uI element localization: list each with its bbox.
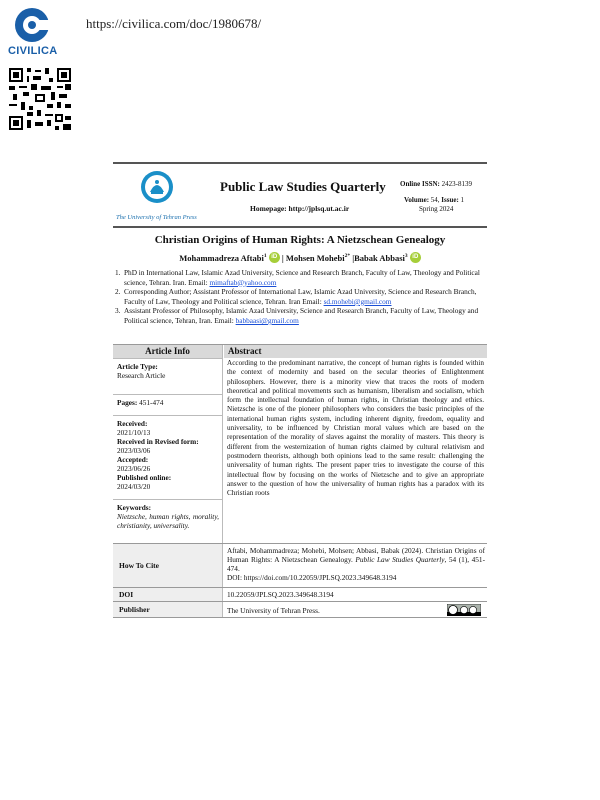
article-type-value: Research Article bbox=[117, 371, 166, 380]
affiliation-number: 1. bbox=[115, 268, 121, 277]
article-info-column bbox=[113, 345, 223, 543]
pages-label: Pages: bbox=[117, 398, 138, 407]
affiliation-item bbox=[113, 287, 489, 306]
header-rule-top bbox=[113, 162, 487, 164]
affiliations bbox=[113, 268, 489, 326]
volume-label: Volume: bbox=[404, 196, 430, 204]
accepted-value: 2023/06/26 bbox=[117, 464, 151, 473]
civilica-logo[interactable] bbox=[8, 6, 58, 60]
citation-authors: Aftabi, Mohammadreza; Mohebi, Mohsen; Abbasi, Babak (2024). Christian Origins of Human Rights: A Nietzschean Genealogy. bbox=[227, 546, 485, 564]
author-email-link[interactable]: babbaasi@gmail.com bbox=[235, 315, 299, 325]
publisher-row bbox=[113, 601, 487, 618]
doi-label: DOI bbox=[113, 588, 223, 601]
citation-volume: , 54 (1), 451-474. bbox=[227, 555, 486, 573]
university-seal-icon bbox=[140, 170, 174, 208]
how-to-cite-label: How To Cite bbox=[113, 544, 223, 587]
author-3: Babak Abbasi bbox=[354, 253, 405, 263]
abstract-header: Abstract bbox=[224, 345, 487, 358]
affiliation-item bbox=[113, 268, 489, 287]
pages-cell bbox=[113, 394, 223, 415]
author-1-sup: 1 bbox=[263, 253, 267, 260]
article-type-cell bbox=[113, 358, 223, 394]
revised-value: 2023/03/06 bbox=[117, 446, 151, 455]
author-1: Mohammadreza Aftabi bbox=[179, 253, 264, 263]
published-label: Published online: bbox=[117, 473, 172, 482]
volume-value: 54, bbox=[430, 196, 440, 204]
issue-value: 1 bbox=[460, 196, 465, 204]
author-email-link[interactable]: mimaftab@yahoo.com bbox=[209, 277, 277, 287]
issue-season: Spring 2024 bbox=[419, 205, 454, 213]
pages-value: 451-474 bbox=[139, 398, 164, 407]
journal-homepage[interactable]: Homepage: http://jplsq.ut.ac.ir bbox=[250, 204, 350, 213]
article-title: Christian Origins of Human Rights: A Nietzschean Genealogy bbox=[154, 234, 446, 246]
affiliation-text: Assistant Professor of Philosophy, Islamic Azad University, Science and Research Branch, Faculty of Law, Theology and Political science, Tehran, Iran. Email: bbox=[124, 306, 479, 325]
online-issn bbox=[400, 180, 472, 188]
orcid-icon[interactable]: iD bbox=[410, 252, 421, 263]
abstract-column bbox=[224, 345, 487, 498]
keywords-cell bbox=[113, 499, 223, 543]
author-separator: | bbox=[281, 253, 284, 263]
published-value: 2024/03/20 bbox=[117, 482, 151, 491]
affiliation-item bbox=[113, 306, 489, 325]
article-info-table bbox=[113, 344, 487, 616]
civilica-logo-icon bbox=[12, 6, 52, 44]
author-2-sup: 2* bbox=[344, 253, 351, 260]
university-caption: The University of Tehran Press bbox=[116, 214, 197, 221]
how-to-cite-value bbox=[227, 544, 485, 582]
affiliation-text: Corresponding Author; Assistant Professor of International Law, Islamic Azad University, Science and Research Branch, Faculty of Law, Theology and Political science, Tehran. Iran Email: bbox=[124, 287, 477, 306]
civilica-wordmark: CIVILICA bbox=[8, 45, 58, 57]
affiliation-text: PhD in International Law, Islamic Azad University, Science and Research Branch, Faculty of Law, Theology and Political science, Tehran. Iran. Email: bbox=[124, 268, 480, 287]
author-2: Mohsen Mohebi bbox=[285, 253, 345, 263]
citation-journal: Public Law Studies Quarterly bbox=[355, 555, 445, 564]
article-type-label: Article Type: bbox=[117, 362, 158, 371]
author-line bbox=[113, 252, 487, 263]
header-rule-bottom bbox=[113, 226, 487, 228]
publisher-value: The University of Tehran Press. bbox=[227, 606, 320, 615]
abstract-text: According to the predominant narrative, the concept of human rights is founded within the context of modernity and based on the secular theories of Enlightenment philosophers. However, there is a minority view that traces the roots of modern theoretical and political movements such as humanism, liberalism and socialism, which form the intellectual foundation of human rights, in Christian theology and ethics. Nietzsche is one of the pioneer philosophers who considers the basic principles of the international human rights system, including inherent dignity, freedom, equality and universality, to be influenced by Christian moral values which are based on the representation of the morality of slaves against the morality of masters. This theory is different from the westernization of human rights claimed by cultural relativism and postmodern theorists, although both opinions lead to the same result: challenging the universality of human rights. The present paper tries to investigate the course of this intellectual flow by focusing on the works of Nietzsche and to give an appropriate answer to the question of how the universality of human rights has a paradox with its Christian roots bbox=[227, 359, 484, 498]
issn-label: Online ISSN: bbox=[400, 180, 440, 188]
doi-value[interactable]: 10.22059/JPLSQ.2023.349648.3194 bbox=[227, 590, 334, 599]
issue-label: Issue: bbox=[441, 196, 459, 204]
affiliation-number: 3. bbox=[115, 306, 121, 316]
received-value: 2021/10/13 bbox=[117, 428, 151, 437]
received-label: Received: bbox=[117, 419, 148, 428]
dates-cell bbox=[113, 415, 223, 499]
author-email-link[interactable]: sd.mohebi@gmail.com bbox=[323, 296, 392, 306]
author-separator: | bbox=[352, 253, 355, 263]
citation-doi[interactable]: DOI: https://doi.com/10.22059/JPLSQ.2023.349648.3194 bbox=[227, 573, 397, 582]
issn-value: 2423-8139 bbox=[441, 180, 472, 188]
doi-row bbox=[113, 587, 487, 601]
accepted-label: Accepted: bbox=[117, 455, 149, 464]
document-url[interactable]: https://civilica.com/doc/1980678/ bbox=[86, 16, 262, 31]
creative-commons-license-icon[interactable] bbox=[447, 604, 481, 616]
journal-title: Public Law Studies Quarterly bbox=[220, 179, 386, 194]
article-info-header: Article Info bbox=[113, 345, 222, 358]
publisher-label: Publisher bbox=[113, 602, 223, 617]
keywords-value: Nietzsche, human rights, morality, christianity, universality. bbox=[117, 512, 219, 530]
author-3-sup: 3 bbox=[404, 253, 408, 260]
qr-code-icon bbox=[9, 68, 71, 130]
keywords-label: Keywords: bbox=[117, 503, 152, 512]
revised-label: Received in Revised form: bbox=[117, 437, 199, 446]
how-to-cite-row bbox=[113, 543, 487, 587]
orcid-icon[interactable]: iD bbox=[269, 252, 280, 263]
volume-issue bbox=[404, 196, 464, 204]
affiliation-number: 2. bbox=[115, 287, 121, 297]
